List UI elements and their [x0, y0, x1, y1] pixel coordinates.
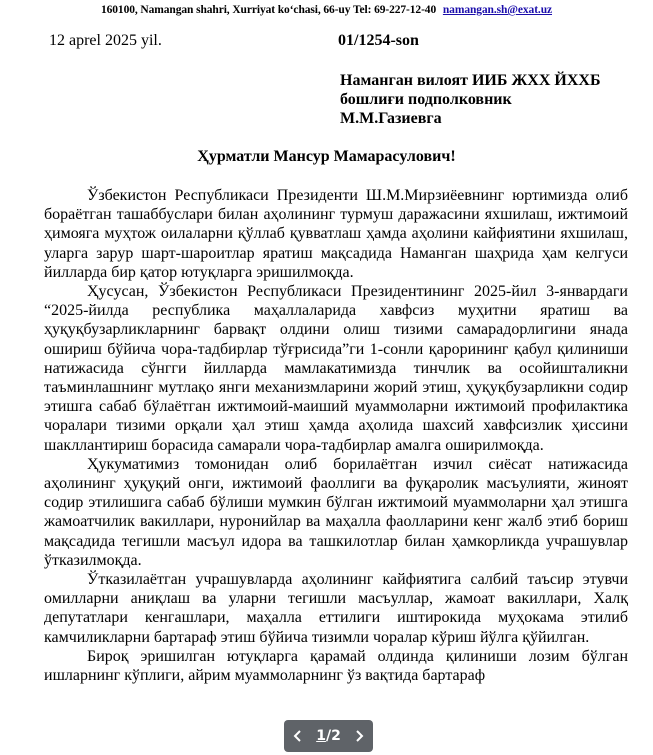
- document-number: 01/1254-son: [338, 32, 419, 49]
- paragraph: Бироқ эришилган ютуқларга қарамай олдинда қилиниши лозим бўлган ишларнинг кўплиги, айрим муаммоларнинг ўз вақтида бартараф: [44, 647, 628, 685]
- paragraph: Ўтказилаётган учрашувларда аҳолининг кайфиятига салбий таъсир этувчи омилларни аниқлаш ва уларни тегишли масъуллар, жамоат вакиллари, Халқ депутатлари кенгашлари, маҳалла еттилиги иштирокида муҳокама этилиб камчиликларни бартараф этиш бўйича тизимли чоралар кўриш йўлга қўйилган.: [44, 571, 628, 646]
- paragraph: Ўзбекистон Республикаси Президенти Ш.М.Мирзиёевнинг юртимизда олиб бораётган ташаббуслари билан аҳолининг турмуш даражасини яхшилаш, ижтимоий ҳимояга муҳтож оилаларни қўллаб қувватлаш ҳамда аҳолини кайфиятини яхшилаш, уларга зарур шарт-шароитлар яратиш мақсадида Наманган шаҳрида ҳам келгуси йилларда бир қатор ютуқларга эришилмоқда.: [44, 187, 628, 281]
- salutation: Ҳурматли Мансур Мамарасулович!: [197, 148, 456, 165]
- email-link[interactable]: namangan.sh@exat.uz: [442, 4, 553, 16]
- addressee-block: [340, 71, 601, 128]
- page-indicator: [316, 728, 341, 744]
- paragraph: Ҳусусан, Ўзбекистон Республикаси Президентининг 2025-йил 3-январдаги “2025-йилда республика маҳаллаларида хавфсиз муҳитни яратиш ва ҳуқуқбузарликларнинг барвақт олдини олиш тизими самарадорлигини янада ошириш бўйича чора-тадбирлар тўғрисида”ги 1-сонли қарорининг қабул қилиниши натижасида сўнгги йилларда мамлакатимизда тинчлик ва осойишталикни таъминлашнинг мутлақо янги механизмларини жорий этиш, ҳуқуқбузарликни содир этишга сабаб бўлаётган ижтимоий-маиший муаммоларни ижтимоий профилактика чоралари тизими орқали ҳал этиш ҳамда аҳолида шахсий хавфсизлик ҳиссини шакллантириш борасида самарали чора-тадбирлар амалга оширилмоқда.: [44, 283, 628, 454]
- addressee-line: бошлиғи подполковник: [340, 91, 512, 108]
- letterhead-address: 160100, Namangan shahri, Xurriyat ko‘chasi, 66-uy Tel: 69-227-12-40: [100, 4, 437, 16]
- chevron-right-icon: [353, 729, 365, 743]
- page-navigator: [284, 720, 373, 752]
- letter-body: [44, 186, 628, 685]
- next-page-button[interactable]: [353, 729, 365, 743]
- chevron-left-icon: [292, 729, 304, 743]
- current-page[interactable]: 1: [316, 728, 326, 744]
- total-pages: 2: [331, 728, 341, 744]
- document-date: 12 aprel 2025 yil.: [49, 32, 162, 49]
- letterhead: [0, 4, 653, 16]
- addressee-line: М.М.Газиевга: [340, 110, 442, 127]
- page-separator: /: [325, 728, 332, 744]
- paragraph: Ҳукуматимиз томонидан олиб борилаётган изчил сиёсат натижасида аҳолининг ҳуқуқий онги, ижтимоий фаоллиги ва фуқаролик масъулияти, жиноят содир этилишига сабаб бўлиши мумкин бўлган ижтимоий муаммоларни ҳал этишга жамоатчилик вакиллари, нуронийлар ва маҳалла фаолларини кенг жалб этиб бориш мақсадида тегишли масъул идора ва ташкилотлар билан ҳамкорликда учрашувлар ўтказилмоқда.: [44, 455, 628, 569]
- prev-page-button[interactable]: [292, 729, 304, 743]
- addressee-line: Наманган вилоят ИИБ ЖХХ ЙХХБ: [340, 72, 601, 89]
